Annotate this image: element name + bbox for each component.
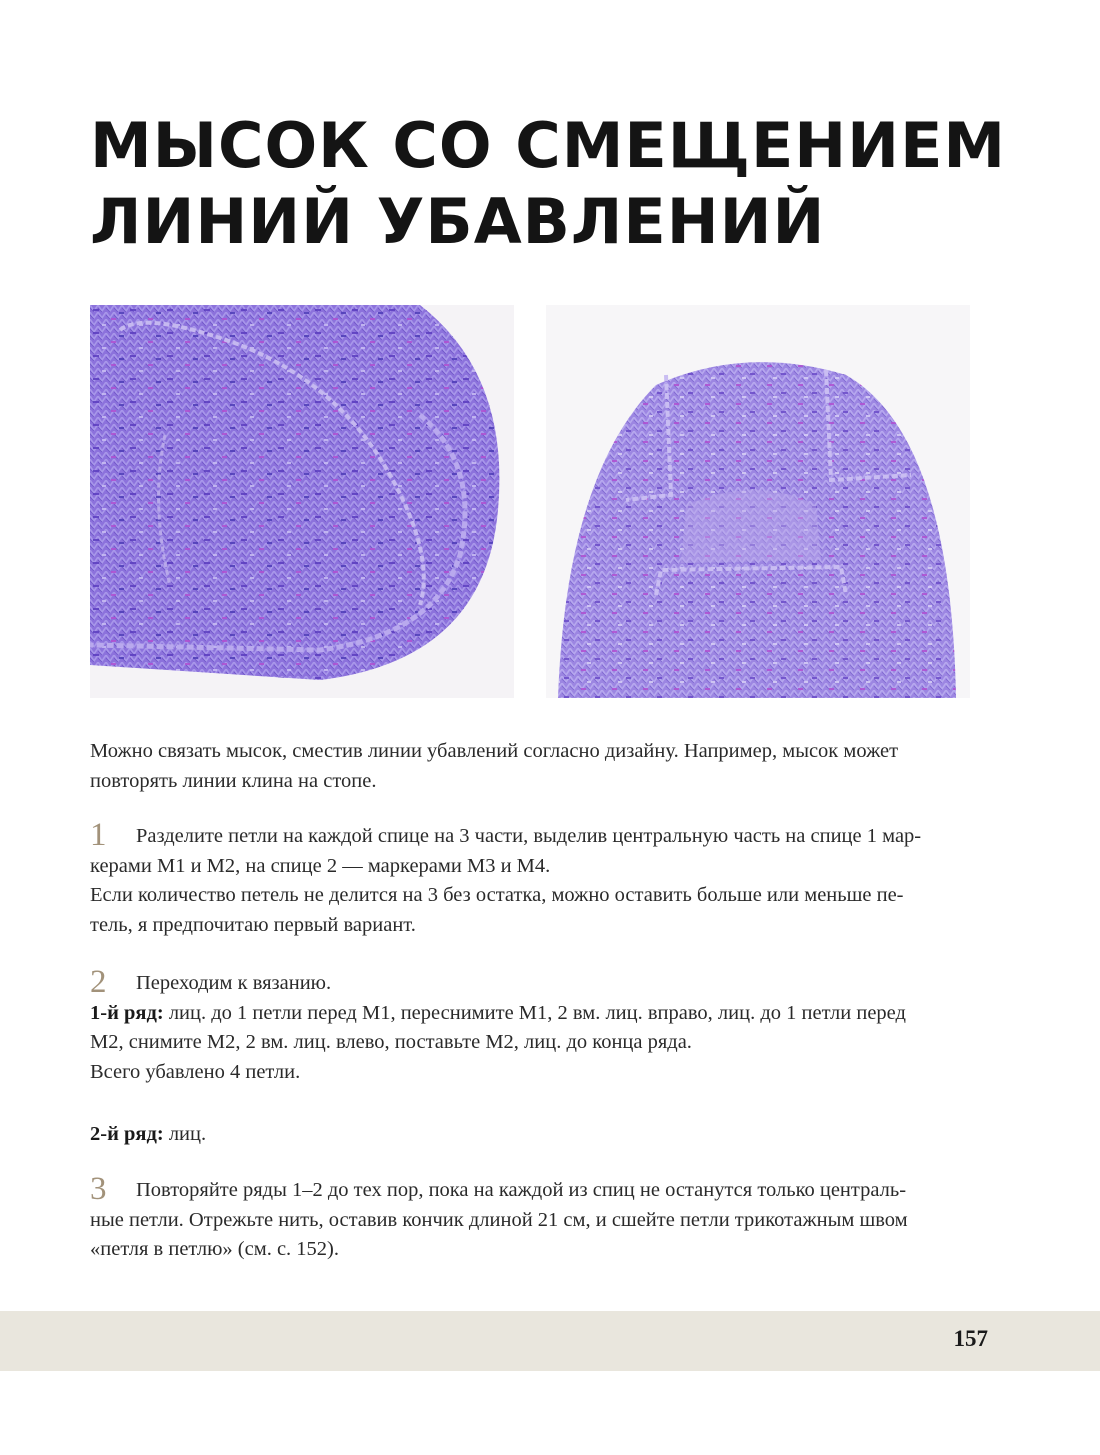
step-1 <box>90 817 960 940</box>
step-2-line-1: Переходим к вязанию. <box>136 972 332 994</box>
step-3-line-3: «петля в петлю» (см. с. 152). <box>90 1238 339 1260</box>
step-1-line-3: Если количество петель не делится на 3 без остатка, можно оставить больше или меньше пе- <box>90 884 904 906</box>
row-1-instruction <box>90 999 960 1029</box>
footer-band <box>0 1311 1100 1371</box>
row-1-line-3: Всего убавлено 4 петли. <box>90 1060 301 1083</box>
page-title <box>90 108 1050 260</box>
step-2-number: 2 <box>90 964 107 1000</box>
step-3 <box>90 1171 960 1265</box>
sock-toe-side-photo <box>90 305 514 698</box>
title-line-2: ЛИНИЙ УБАВЛЕНИЙ <box>90 185 826 258</box>
step-1-line-2: керами М1 и М2, на спице 2 — маркерами М3 и М4. <box>90 854 551 877</box>
step-3-first-line <box>90 1171 960 1207</box>
row-2-instruction <box>90 1120 960 1150</box>
intro-line-2: повторять линии клина на стопе. <box>90 769 377 792</box>
row-1-line-2: М2, снимите М2, 2 вм. лиц. влево, поставьте М2, лиц. до конца ряда. <box>90 1031 692 1053</box>
step-1-line-1: Разделите петли на каждой спице на 3 части, выделив центральную часть на спице 1 мар- <box>136 825 922 847</box>
row-2 <box>90 1120 960 1150</box>
sock-toe-top-image <box>546 305 970 698</box>
row-2-label: 2-й ряд: <box>90 1123 164 1145</box>
row-1-text: лиц. до 1 петли перед М1, переснимите М1, 2 вм. лиц. вправо, лиц. до 1 петли перед <box>163 1001 906 1024</box>
step-3-line-2: ные петли. Отрежьте нить, оставив кончик длиной 21 см, и сшейте петли трикотажным швом <box>90 1208 908 1231</box>
row-2-text: лиц. <box>163 1123 207 1145</box>
title-line-1: МЫСОК СО СМЕЩЕНИЕМ <box>90 109 1007 182</box>
row-1-label: 1-й ряд: <box>90 1001 164 1024</box>
intro-paragraph <box>90 737 960 796</box>
step-2 <box>90 964 960 1087</box>
sock-toe-top-photo <box>546 305 970 698</box>
step-3-line-1: Повторяйте ряды 1–2 до тех пор, пока на каждой из спиц не останутся только централь- <box>136 1179 907 1201</box>
intro-line-1: Можно связать мысок, сместив линии убавлений согласно дизайну. Например, мысок может <box>90 740 899 762</box>
step-2-first-line <box>90 964 960 1000</box>
step-1-line-4: тель, я предпочитаю первый вариант. <box>90 913 416 936</box>
page-number: 157 <box>953 1326 988 1351</box>
step-3-number: 3 <box>90 1171 107 1207</box>
sock-toe-side-image <box>90 305 514 698</box>
step-1-number: 1 <box>90 817 107 853</box>
step-1-first-line <box>90 817 960 853</box>
